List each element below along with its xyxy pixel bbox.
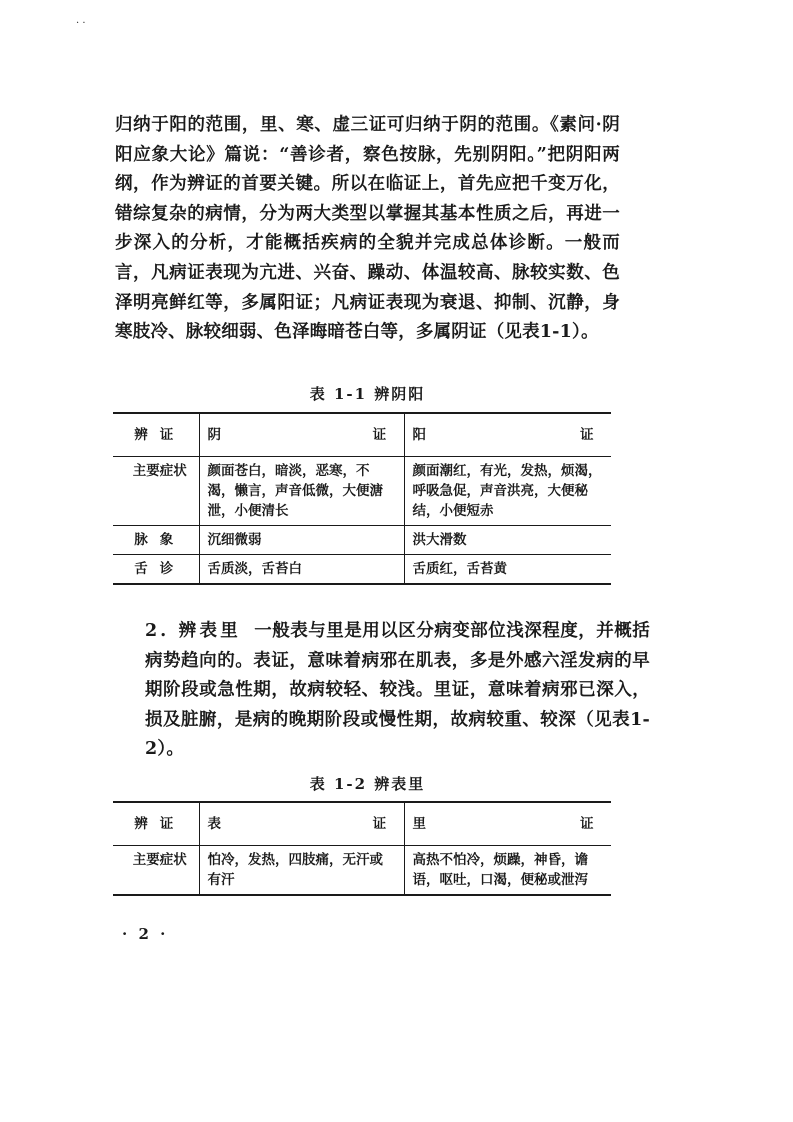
page-number: · 2 · bbox=[122, 925, 169, 943]
paragraph-yin-yang: 归纳于阳的范围，里、寒、虚三证可归纳于阴的范围。《素问·阴阳应象大论》篇说：“善诊者，察色按脉，先别阴阳。”把阴阳两纲，作为辨证的首要关键。所以在临证上，首先应把千变万化，错综复杂的病情，分为两大类型以掌握其基本性质之后，再进一步深入的分析，才能概括疾病的全貌并完成总体诊断。一般而言，凡病证表现为亢进、兴奋、躁动、体温较高、脉较实数、色泽明亮鲜红等，多属阳证；凡病证表现为衰退、抑制、沉静，身寒肢冷、脉较细弱、色泽晦暗苍白等，多属阴证（见表1-1）。 bbox=[115, 115, 620, 343]
header-bianzheng: 辨证 bbox=[113, 413, 199, 457]
cell-biao-symptoms: 怕冷，发热，四肢痛，无汗或有汗 bbox=[199, 846, 404, 896]
header-biao: 表 bbox=[207, 816, 221, 832]
cell-yang-pulse: 洪大滑数 bbox=[404, 526, 611, 555]
table2-caption: 表 1-2 辨表里 bbox=[309, 775, 426, 793]
header-bianzheng: 辨证 bbox=[113, 802, 199, 846]
table-row bbox=[113, 457, 611, 526]
table-header-row bbox=[113, 413, 611, 457]
cell-yin-symptoms: 颜面苍白，暗淡，恶寒，不渴，懒言，声音低微，大便溏泄，小便清长 bbox=[199, 457, 404, 526]
paragraph-exterior-interior bbox=[115, 617, 650, 765]
header-li-zheng bbox=[404, 802, 611, 846]
cell-yang-symptoms: 颜面潮红，有光，发热，烦渴，呼吸急促，声音洪亮，大便秘结，小便短赤 bbox=[404, 457, 611, 526]
header-biao-suffix: 证 bbox=[372, 816, 387, 832]
table-exterior-interior bbox=[113, 801, 611, 896]
cell-yang-tongue: 舌质红，舌苔黄 bbox=[404, 555, 611, 585]
header-yang: 阳 bbox=[412, 427, 426, 443]
table1-caption: 表 1-1 辨阴阳 bbox=[309, 385, 426, 403]
header-li-suffix: 证 bbox=[579, 816, 594, 832]
header-yang-suffix: 证 bbox=[579, 427, 594, 443]
header-yang-zheng bbox=[404, 413, 611, 457]
paragraph-exterior-interior-text: 一般表与里是用以区分病变部位浅深程度，并概括病势趋向的。表证，意味着病邪在肌表，多是外感六淫发病的早期阶段或急性期，故病较轻、较浅。里证，意味着病邪已深入，损及脏腑，是病的晚期阶段或慢性期，故病较重、较深（见表1-2）。 bbox=[145, 621, 650, 760]
header-biao-zheng bbox=[199, 802, 404, 846]
section-heading: 2. 辨表里 bbox=[145, 621, 242, 641]
table-row bbox=[113, 846, 611, 896]
table-yin-yang bbox=[113, 412, 611, 585]
row-label-pulse: 脉象 bbox=[113, 526, 199, 555]
table-header-row bbox=[113, 802, 611, 846]
table-row bbox=[113, 526, 611, 555]
header-li: 里 bbox=[412, 816, 426, 832]
cell-yin-tongue: 舌质淡，舌苔白 bbox=[199, 555, 404, 585]
header-yin-zheng bbox=[199, 413, 404, 457]
cell-yin-pulse: 沉细微弱 bbox=[199, 526, 404, 555]
table-row bbox=[113, 555, 611, 585]
header-yin: 阴 bbox=[207, 427, 221, 443]
row-label-symptoms: 主要症状 bbox=[113, 457, 199, 526]
row-label-tongue: 舌诊 bbox=[113, 555, 199, 585]
row-label-symptoms: 主要症状 bbox=[113, 846, 199, 896]
header-yin-suffix: 证 bbox=[372, 427, 387, 443]
page-top-mark: · · bbox=[76, 18, 86, 29]
cell-li-symptoms: 高热不怕冷，烦躁，神昏，谵语，呕吐，口渴，便秘或泄泻 bbox=[404, 846, 611, 896]
